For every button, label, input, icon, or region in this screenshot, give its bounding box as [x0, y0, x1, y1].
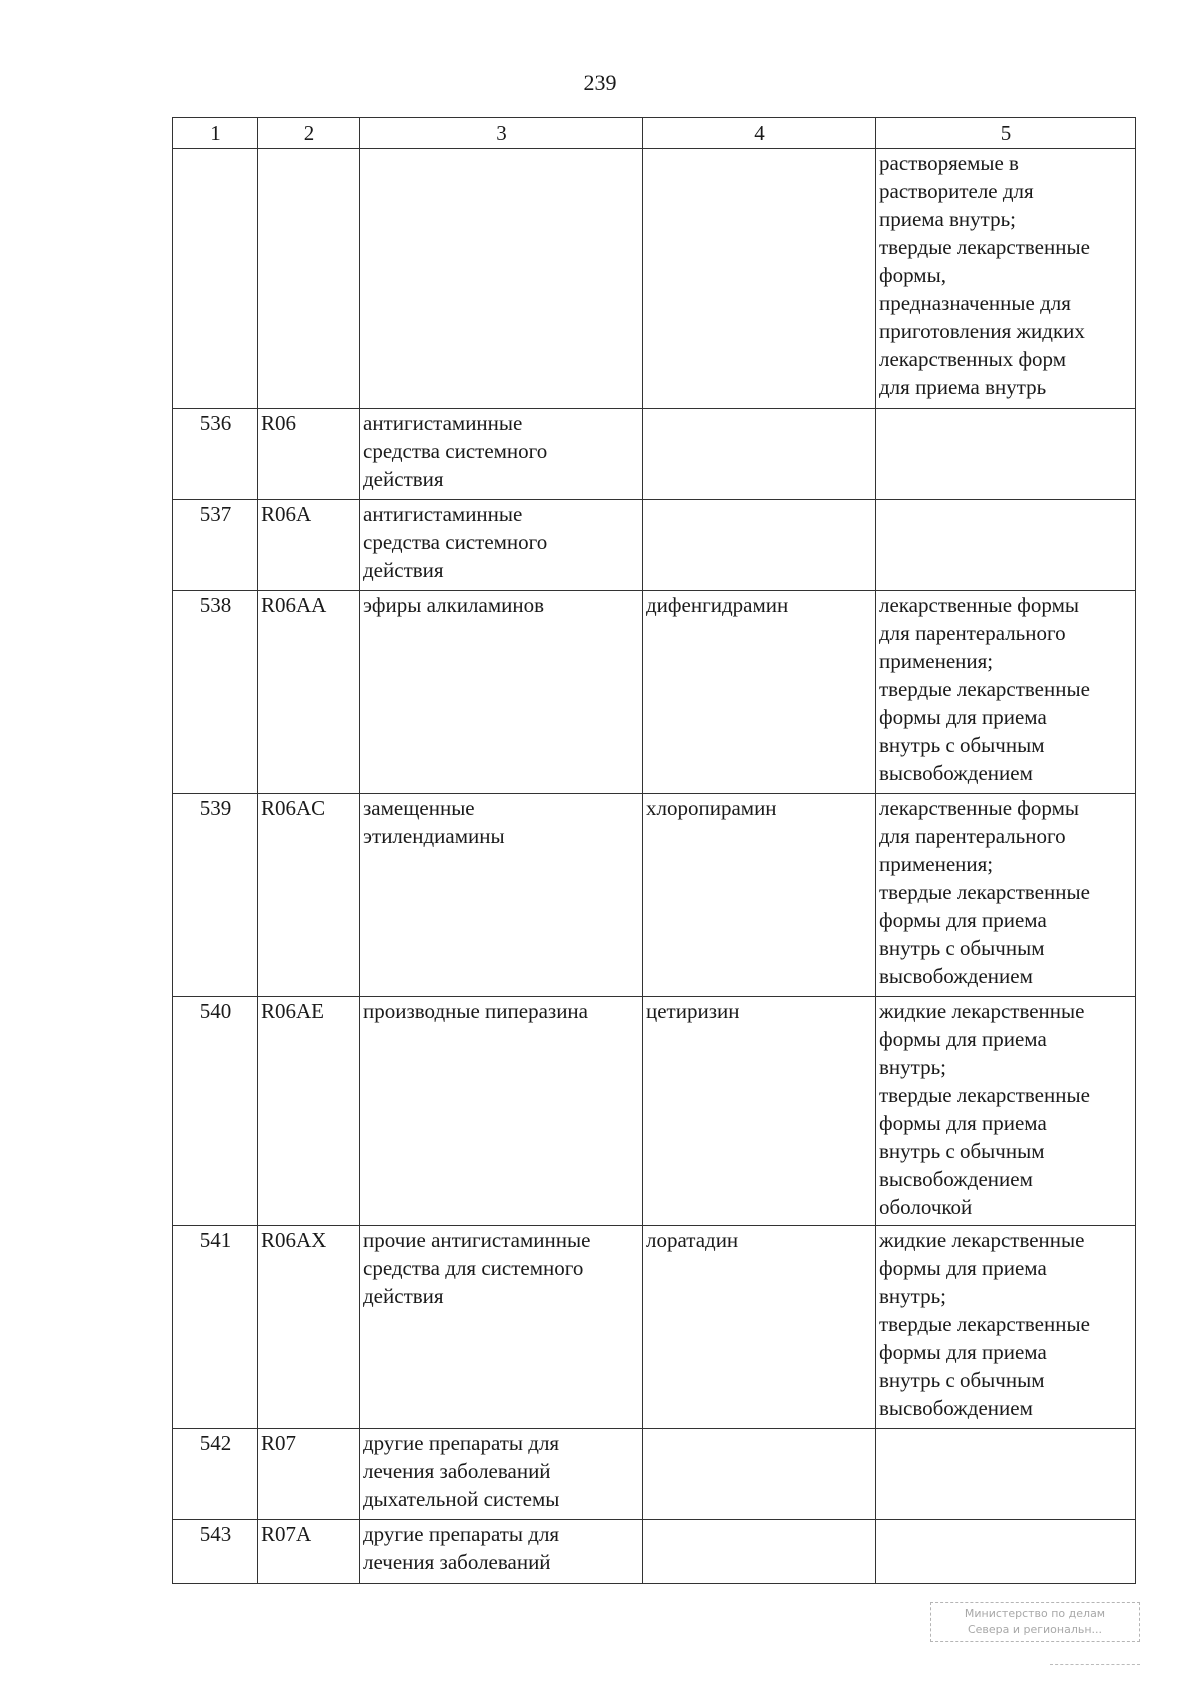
group-name: прочие антигистаминные средства для системного действия [360, 1226, 643, 1429]
drug-name [643, 409, 876, 500]
table-row [173, 1520, 1136, 1584]
table-row [173, 500, 1136, 591]
drug-name: хлоропирамин [643, 794, 876, 997]
group-name: другие препараты для лечения заболеваний дыхательной системы [360, 1429, 643, 1520]
atc-code: R06AE [258, 997, 360, 1226]
stamp-line-1: Министерство по делам [964, 1607, 1106, 1620]
row-number: 537 [173, 500, 258, 591]
atc-code: R06AA [258, 591, 360, 794]
row-number: 538 [173, 591, 258, 794]
row-number: 539 [173, 794, 258, 997]
table-row [173, 591, 1136, 794]
atc-code [258, 149, 360, 409]
atc-code: R06AC [258, 794, 360, 997]
group-name: производные пиперазина [360, 997, 643, 1226]
atc-code: R06 [258, 409, 360, 500]
dosage-forms: жидкие лекарственные формы для приема внутрь; твердые лекарственные формы для приема внутрь с обычным высвобождением [876, 1226, 1136, 1429]
table-row [173, 794, 1136, 997]
drug-name [643, 1520, 876, 1584]
drug-name [643, 149, 876, 409]
page-number: 239 [583, 70, 617, 95]
row-number: 536 [173, 409, 258, 500]
table-row [173, 409, 1136, 500]
dosage-forms: жидкие лекарственные формы для приема внутрь; твердые лекарственные формы для приема внутрь с обычным высвобождением оболочкой [876, 997, 1136, 1226]
group-name: антигистаминные средства системного действия [360, 500, 643, 591]
group-name: эфиры алкиламинов [360, 591, 643, 794]
stamp-divider [1050, 1664, 1140, 1665]
dosage-forms [876, 1429, 1136, 1520]
row-number: 543 [173, 1520, 258, 1584]
header-row [173, 118, 1136, 149]
stamp-line-2: Севера и региональн... [967, 1623, 1103, 1636]
dosage-forms [876, 1520, 1136, 1584]
group-name: антигистаминные средства системного действия [360, 409, 643, 500]
drug-name: дифенгидрамин [643, 591, 876, 794]
medicines-table [172, 117, 1136, 1584]
row-number: 540 [173, 997, 258, 1226]
column-header-2: 2 [258, 118, 360, 149]
drug-name: лоратадин [643, 1226, 876, 1429]
group-name [360, 149, 643, 409]
dosage-forms [876, 409, 1136, 500]
dosage-forms: растворяемые в растворителе для приема внутрь; твердые лекарственные формы, предназначенные для приготовления жидких лекарственных форм для приема внутрь [876, 149, 1136, 409]
atc-code: R07 [258, 1429, 360, 1520]
dosage-forms: лекарственные формы для парентерального применения; твердые лекарственные формы для приема внутрь с обычным высвобождением [876, 591, 1136, 794]
column-header-3: 3 [360, 118, 643, 149]
row-number: 542 [173, 1429, 258, 1520]
row-number [173, 149, 258, 409]
atc-code: R07A [258, 1520, 360, 1584]
column-header-4: 4 [643, 118, 876, 149]
registration-stamp [930, 1602, 1140, 1642]
row-number: 541 [173, 1226, 258, 1429]
group-name: другие препараты для лечения заболеваний [360, 1520, 643, 1584]
group-name: замещенные этилендиамины [360, 794, 643, 997]
drug-name: цетиризин [643, 997, 876, 1226]
drug-name [643, 500, 876, 591]
table-row [173, 149, 1136, 409]
atc-code: R06A [258, 500, 360, 591]
atc-code: R06AX [258, 1226, 360, 1429]
drug-name [643, 1429, 876, 1520]
column-header-5: 5 [876, 118, 1136, 149]
table-row [173, 1226, 1136, 1429]
table-row [173, 1429, 1136, 1520]
dosage-forms [876, 500, 1136, 591]
table-row [173, 997, 1136, 1226]
dosage-forms: лекарственные формы для парентерального применения; твердые лекарственные формы для приема внутрь с обычным высвобождением [876, 794, 1136, 997]
column-header-1: 1 [173, 118, 258, 149]
